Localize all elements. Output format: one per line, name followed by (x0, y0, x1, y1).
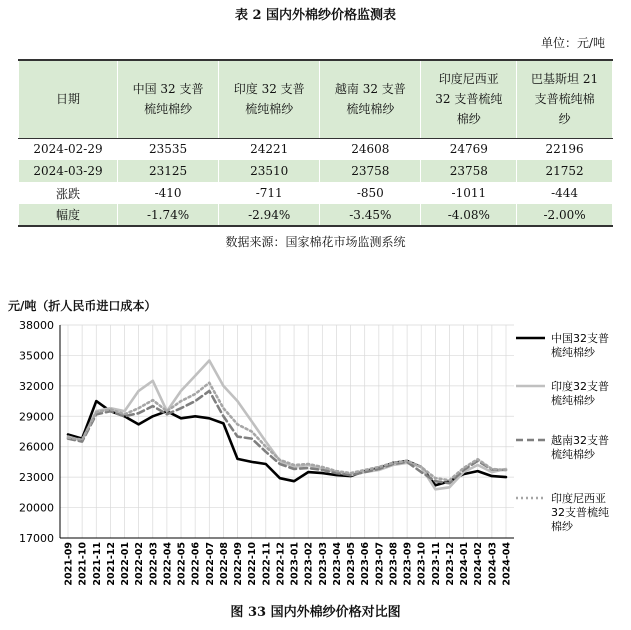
x-tick-label: 2023-07 (374, 542, 386, 586)
x-tick-label: 2022-11 (261, 542, 273, 586)
table-title: 表 2 国内外棉纱价格监测表 (234, 8, 397, 23)
x-tick-label: 2022-03 (148, 542, 160, 586)
x-tick-label: 2023-06 (360, 542, 372, 586)
x-tick-label: 2021-10 (77, 542, 89, 586)
y-tick-label: 29000 (19, 410, 54, 424)
legend-label: 32支普梳纯 (551, 506, 609, 519)
x-tick-label: 2024-03 (487, 542, 499, 586)
y-tick-label: 38000 (19, 319, 54, 332)
series-line (68, 361, 506, 490)
y-tick-label: 23000 (19, 471, 54, 485)
x-tick-label: 2024-04 (501, 542, 513, 586)
x-tick-label: 2024-02 (473, 542, 485, 586)
header-india: 印度 32 支普 梳纯棉纱 (219, 60, 320, 138)
x-tick-label: 2022-12 (275, 542, 287, 586)
x-tick-label: 2023-11 (430, 542, 442, 586)
x-tick-label: 2022-01 (120, 542, 132, 586)
x-tick-label: 2022-05 (176, 542, 188, 586)
header-indonesia: 印度尼西亚 32 支普梳纯 棉纱 (421, 60, 517, 138)
y-tick-label: 26000 (19, 440, 54, 454)
series-line (68, 391, 506, 483)
chart-y-unit: 元/吨（折人民币进口成本） (8, 299, 157, 313)
header-china: 中国 32 支普 梳纯棉纱 (118, 60, 219, 138)
table-row: 幅度 -1.74% -2.94% -3.45% -4.08% -2.00% (19, 204, 613, 226)
x-tick-label: 2021-11 (91, 542, 103, 586)
x-tick-label: 2021-09 (63, 542, 75, 586)
x-tick-label: 2023-08 (388, 542, 400, 586)
header-vietnam: 越南 32 支普 梳纯棉纱 (320, 60, 421, 138)
price-table (18, 59, 613, 227)
x-tick-label: 2023-05 (346, 542, 358, 586)
x-tick-label: 2024-01 (459, 542, 471, 586)
x-tick-label: 2023-04 (331, 542, 343, 586)
y-tick-label: 35000 (19, 349, 54, 363)
legend-label: 印度32支普 (551, 380, 609, 393)
legend-label: 梳纯棉纱 (551, 448, 595, 461)
table-source: 数据来源：国家棉花市场监测系统 (225, 235, 406, 249)
table-row: 涨跌 -410 -711 -850 -1011 -444 (19, 182, 613, 204)
legend-label: 梳纯棉纱 (551, 346, 595, 359)
legend-label: 印度尼西亚 (551, 492, 606, 505)
legend-label: 中国32支普 (551, 332, 609, 345)
table-header-row (19, 60, 613, 138)
x-tick-label: 2023-10 (416, 542, 428, 586)
y-tick-label: 32000 (19, 379, 54, 393)
y-tick-label: 17000 (19, 532, 54, 545)
x-tick-label: 2022-06 (190, 542, 202, 586)
x-tick-label: 2022-09 (233, 542, 245, 586)
x-tick-label: 2023-01 (289, 542, 301, 586)
header-date: 日期 (19, 60, 118, 138)
header-pakistan: 巴基斯坦 21 支普梳纯棉 纱 (517, 60, 613, 138)
table-row: 2024-03-29 23125 23510 23758 23758 21752 (19, 160, 613, 182)
legend-label: 棉纱 (551, 520, 573, 533)
y-tick-label: 20000 (19, 501, 54, 515)
x-tick-label: 2023-02 (303, 542, 315, 586)
x-tick-label: 2023-09 (402, 542, 414, 586)
x-tick-label: 2023-12 (444, 542, 456, 586)
price-line-chart (0, 310, 631, 600)
x-tick-label: 2022-07 (204, 542, 216, 586)
x-tick-label: 2022-10 (247, 542, 259, 586)
x-tick-label: 2021-12 (105, 542, 117, 586)
legend-label: 梳纯棉纱 (551, 394, 595, 407)
legend-label: 越南32支普 (551, 434, 609, 447)
x-tick-label: 2022-02 (134, 542, 146, 586)
figure-title: 图 33 国内外棉纱价格对比图 (230, 605, 401, 620)
table-row: 2024-02-29 23535 24221 24608 24769 22196 (19, 138, 613, 160)
x-tick-label: 2022-04 (162, 542, 174, 586)
table-unit: 单位：元/吨 (540, 36, 605, 50)
x-tick-label: 2023-03 (317, 542, 329, 586)
x-tick-label: 2022-08 (218, 542, 230, 586)
